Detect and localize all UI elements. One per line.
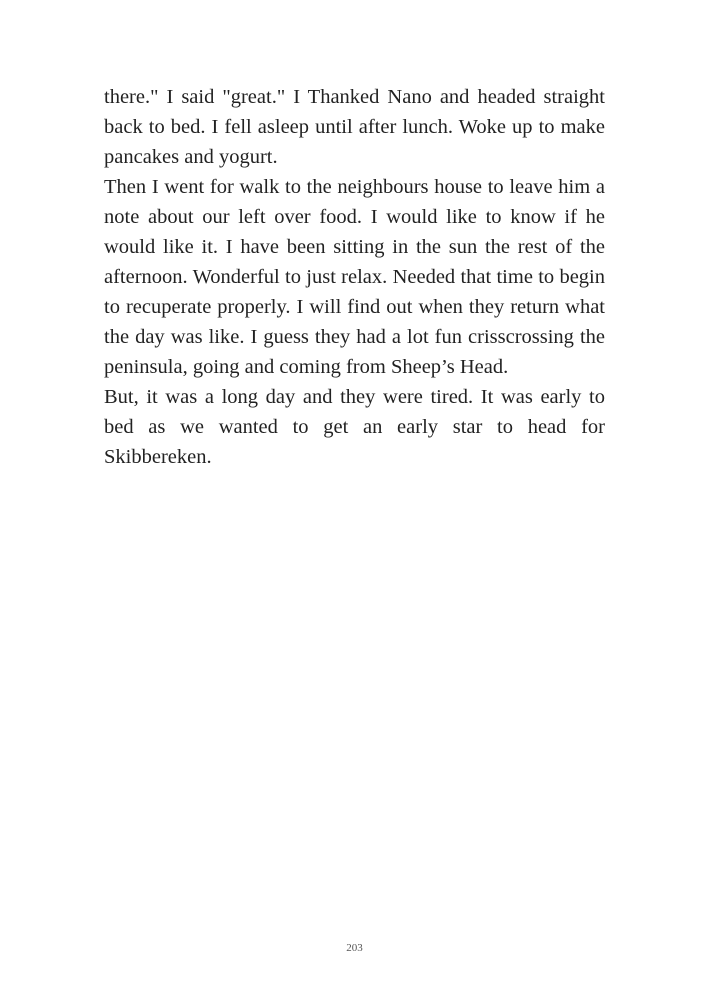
page-number: 203 [346,942,363,954]
paragraph-3: But, it was a long day and they were tired. It was early to bed as we wanted to get an early star to head for Skibbereken. [104,386,605,468]
paragraph-1: there." I said "great." I Thanked Nano and headed straight back to bed. I fell asleep until after lunch. Woke up to make pancakes and yogurt. [104,86,605,168]
body-text [104,82,605,472]
paragraph-2: Then I went for walk to the neighbours house to leave him a note about our left over food. I would like to know if he would like it. I have been sitting in the sun the rest of the afternoon. Wonderful to just relax. Needed that time to begin to recuperate properly. I will find out when they return what the day was like. I guess they had a lot fun crisscrossing the peninsula, going and coming from Sheep’s Head. [104,176,605,378]
